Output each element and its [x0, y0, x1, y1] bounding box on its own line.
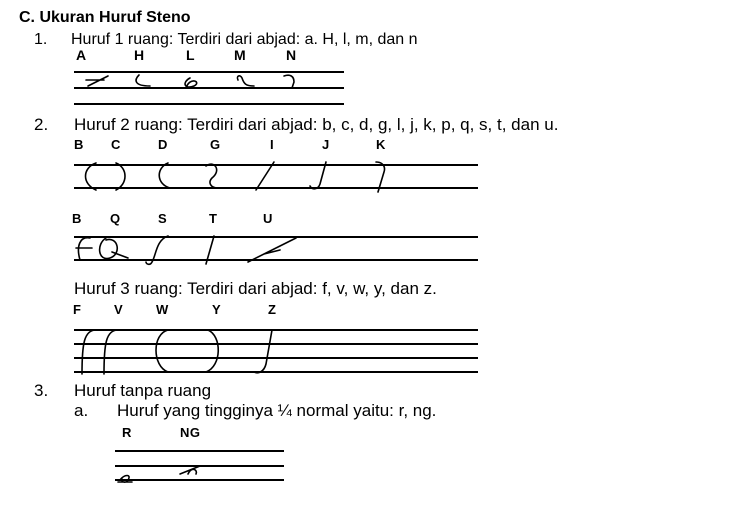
letter-label-i: I — [270, 137, 275, 152]
letter-label-l: L — [186, 47, 195, 63]
section-2-heading: Huruf 2 ruang: Terdiri dari abjad: b, c, d, g, l, j, k, p, q, s, t, dan u. — [74, 115, 559, 134]
letter-label-g: G — [210, 137, 221, 152]
letter-label-m: M — [234, 47, 246, 63]
shorthand-strokes-3space — [82, 330, 272, 374]
section-2-number: 2. — [34, 115, 49, 134]
section-1-number: 1. — [34, 31, 48, 48]
letter-label-ng: NG — [180, 425, 201, 440]
letter-label-f: F — [73, 302, 82, 317]
ruled-lines-1 — [74, 72, 344, 104]
section-1-heading: Huruf 1 ruang: Terdiri dari abjad: a. H, l, m, dan n — [71, 31, 418, 48]
letter-label-v: V — [114, 302, 124, 317]
section-3a-text: Huruf yang tingginya ¼ normal yaitu: r, ng. — [117, 401, 437, 420]
letter-label-k: K — [376, 137, 386, 152]
letter-label-z: Z — [268, 302, 277, 317]
letter-label-h: H — [134, 47, 145, 63]
letter-label-n: N — [286, 47, 297, 63]
letter-label-w: W — [156, 302, 169, 317]
letter-label-c: C — [111, 137, 121, 152]
letter-label-u: U — [263, 211, 273, 226]
page-title: C. Ukuran Huruf Steno — [19, 9, 191, 26]
ruled-lines-3space — [74, 330, 478, 372]
letter-label-j: J — [322, 137, 330, 152]
section-3-number: 3. — [34, 381, 49, 400]
ruled-lines-2a — [74, 165, 478, 188]
section-3a-letter: a. — [74, 401, 89, 420]
section-3space-heading: Huruf 3 ruang: Terdiri dari abjad: f, v, w, y, dan z. — [74, 279, 437, 298]
letter-label-a: A — [76, 47, 87, 63]
letter-label-y: Y — [212, 302, 222, 317]
letter-label-q: Q — [110, 211, 121, 226]
section-3-heading: Huruf tanpa ruang — [74, 381, 212, 400]
letter-label-s: S — [158, 211, 168, 226]
letter-label-b: B — [74, 137, 84, 152]
letter-label-b-2: B — [72, 211, 82, 226]
letter-label-r: R — [122, 425, 132, 440]
shorthand-strokes-1 — [86, 75, 294, 88]
letter-label-t: T — [209, 211, 218, 226]
letter-label-d: D — [158, 137, 168, 152]
